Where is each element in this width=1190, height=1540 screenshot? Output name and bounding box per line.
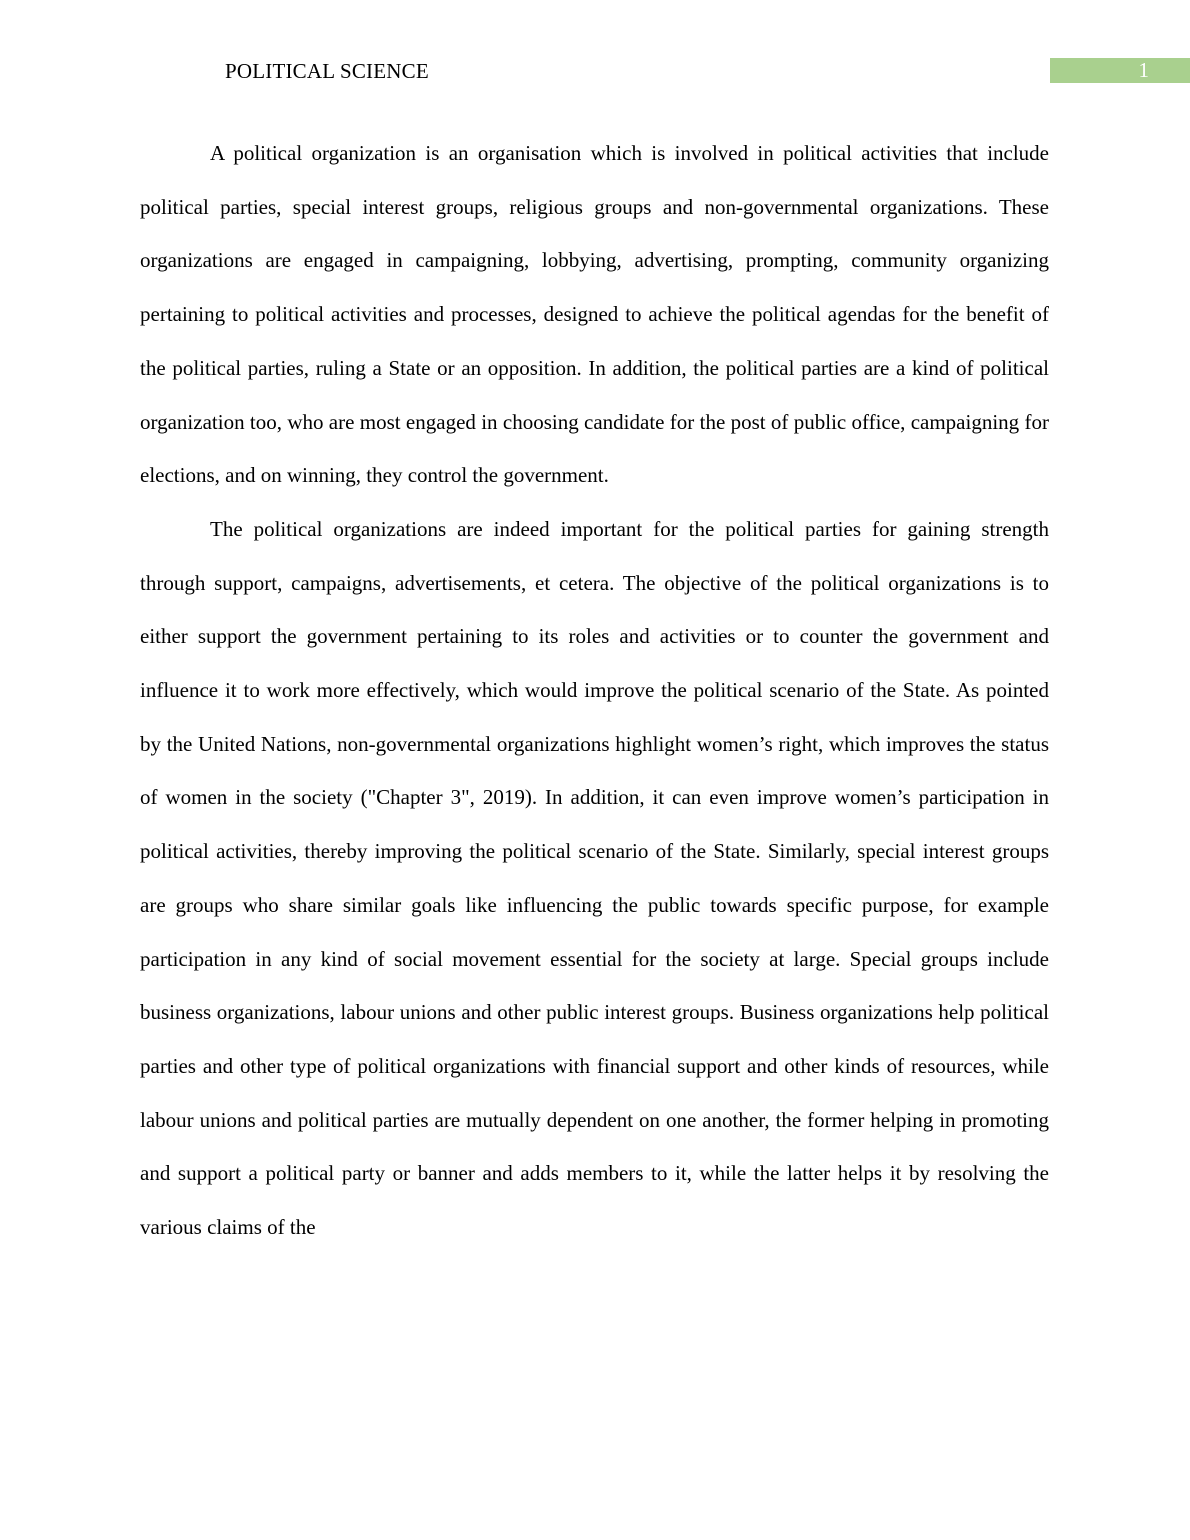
paragraph-1: A political organization is an organisation which is involved in political activities that include political parties, special interest groups, religious groups and non-governmental organizations. These organizations are engaged in campaigning, lobbying, advertising, prompting, community organizing pertaining to political activities and processes, designed to achieve the political agendas for the benefit of the political parties, ruling a State or an opposition. In addition, the political parties are a kind of political organization too, who are most engaged in choosing candidate for the post of public office, campaigning for elections, and on winning, they control the government. [140,141,1049,488]
running-head: POLITICAL SCIENCE [225,59,429,83]
body-text [140,127,1049,1255]
page-number: 1 [1050,58,1190,83]
paragraph-2: The political organizations are indeed important for the political parties for gaining strength through support, campaigns, advertisements, et cetera. The objective of the political organizations is to either support the government pertaining to its roles and activities or to counter the government and influence it to work more effectively, which would improve the political scenario of the State. As pointed by the United Nations, non-governmental organizations highlight women’s right, which improves the status of women in the society ("Chapter 3", 2019). In addition, it can even improve women’s participation in political activities, thereby improving the political scenario of the State. Similarly, special interest groups are groups who share similar goals like influencing the public towards specific purpose, for example participation in any kind of social movement essential for the society at large. Special groups include business organizations, labour unions and other public interest groups. Business organizations help political parties and other type of political organizations with financial support and other kinds of resources, while labour unions and political parties are mutually dependent on one another, the former helping in promoting and support a political party or banner and adds members to it, while the latter helps it by resolving the various claims of the [140,516,1049,1240]
